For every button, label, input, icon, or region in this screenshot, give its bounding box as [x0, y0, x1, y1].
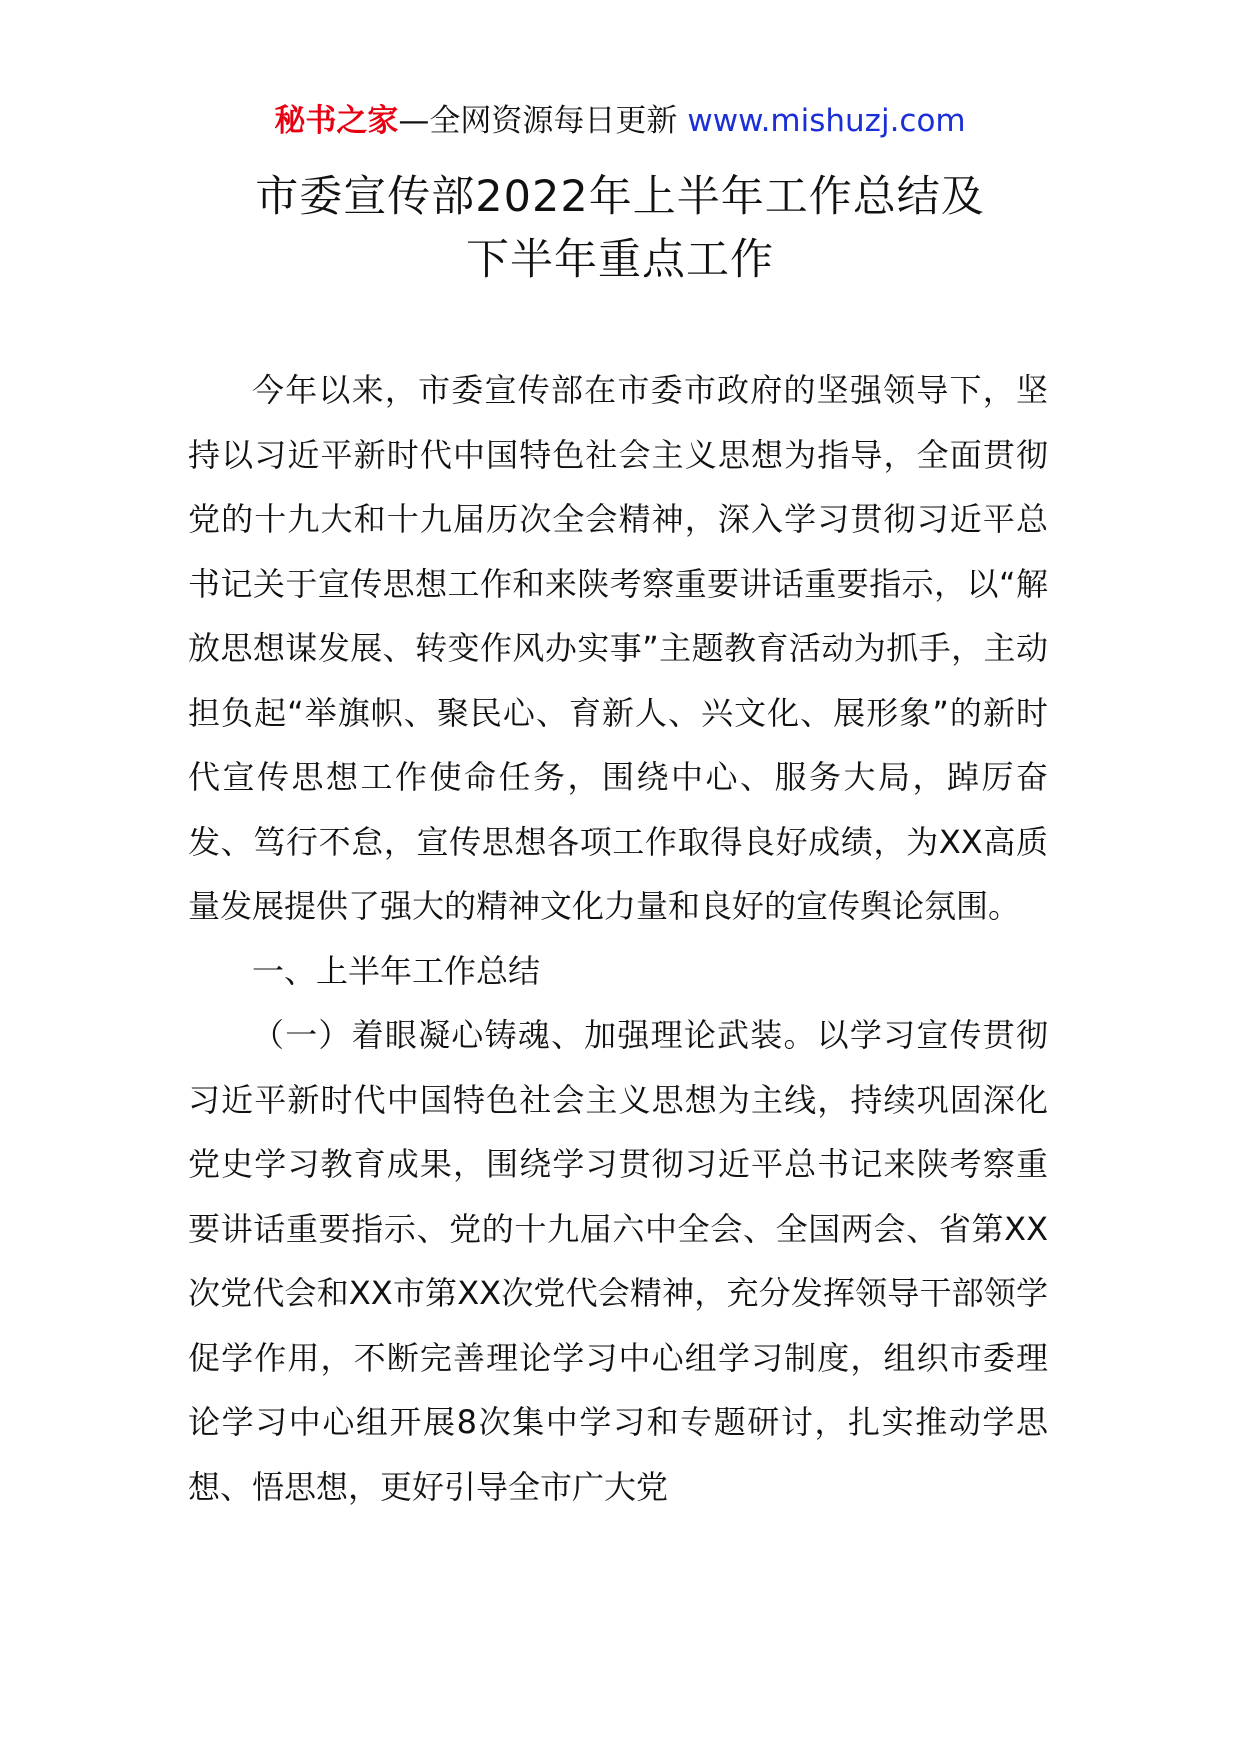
document-body	[188, 358, 1048, 1519]
document-title	[0, 166, 1240, 292]
section-1-paragraph-1: （一）着眼凝心铸魂、加强理论武装。以学习宣传贯彻习近平新时代中国特色社会主义思想为主线，持续巩固深化党史学习教育成果，围绕学习贯彻习近平总书记来陕考察重要讲话重要指示、党的十九届六中全会、全国两会、省第XX次党代会和XX市第XX次党代会精神，充分发挥领导干部领学促学作用，不断完善理论学习中心组学习制度，组织市委理论学习中心组开展8次集中学习和专题研讨，扎实推动学思想、悟思想，更好引导全市广大党	[188, 1016, 1048, 1506]
intro-paragraph: 今年以来，市委宣传部在市委市政府的坚强领导下，坚持以习近平新时代中国特色社会主义思想为指导，全面贯彻党的十九大和十九届历次全会精神，深入学习贯彻习近平总书记关于宣传思想工作和来陕考察重要讲话重要指示，以“解放思想谋发展、转变作风办实事”主题教育活动为抓手，主动担负起“举旗帜、聚民心、育新人、兴文化、展形象”的新时代宣传思想工作使命任务，围绕中心、服务大局，踔厉奋发、笃行不怠，宣传思想各项工作取得良好成绩，为XX高质量发展提供了强大的精神文化力量和良好的宣传舆论氛围。	[188, 371, 1048, 925]
section-heading-1: 一、上半年工作总结	[252, 951, 541, 990]
title-line-1: 市委宣传部2022年上半年工作总结及	[255, 172, 985, 222]
brand-name: 秘书之家	[274, 103, 399, 139]
site-url-link[interactable]: www.mishuzj.com	[687, 103, 966, 139]
title-line-2: 下半年重点工作	[466, 235, 774, 285]
header-slogan: —全网资源每日更新	[398, 103, 678, 139]
site-header	[0, 100, 1240, 142]
